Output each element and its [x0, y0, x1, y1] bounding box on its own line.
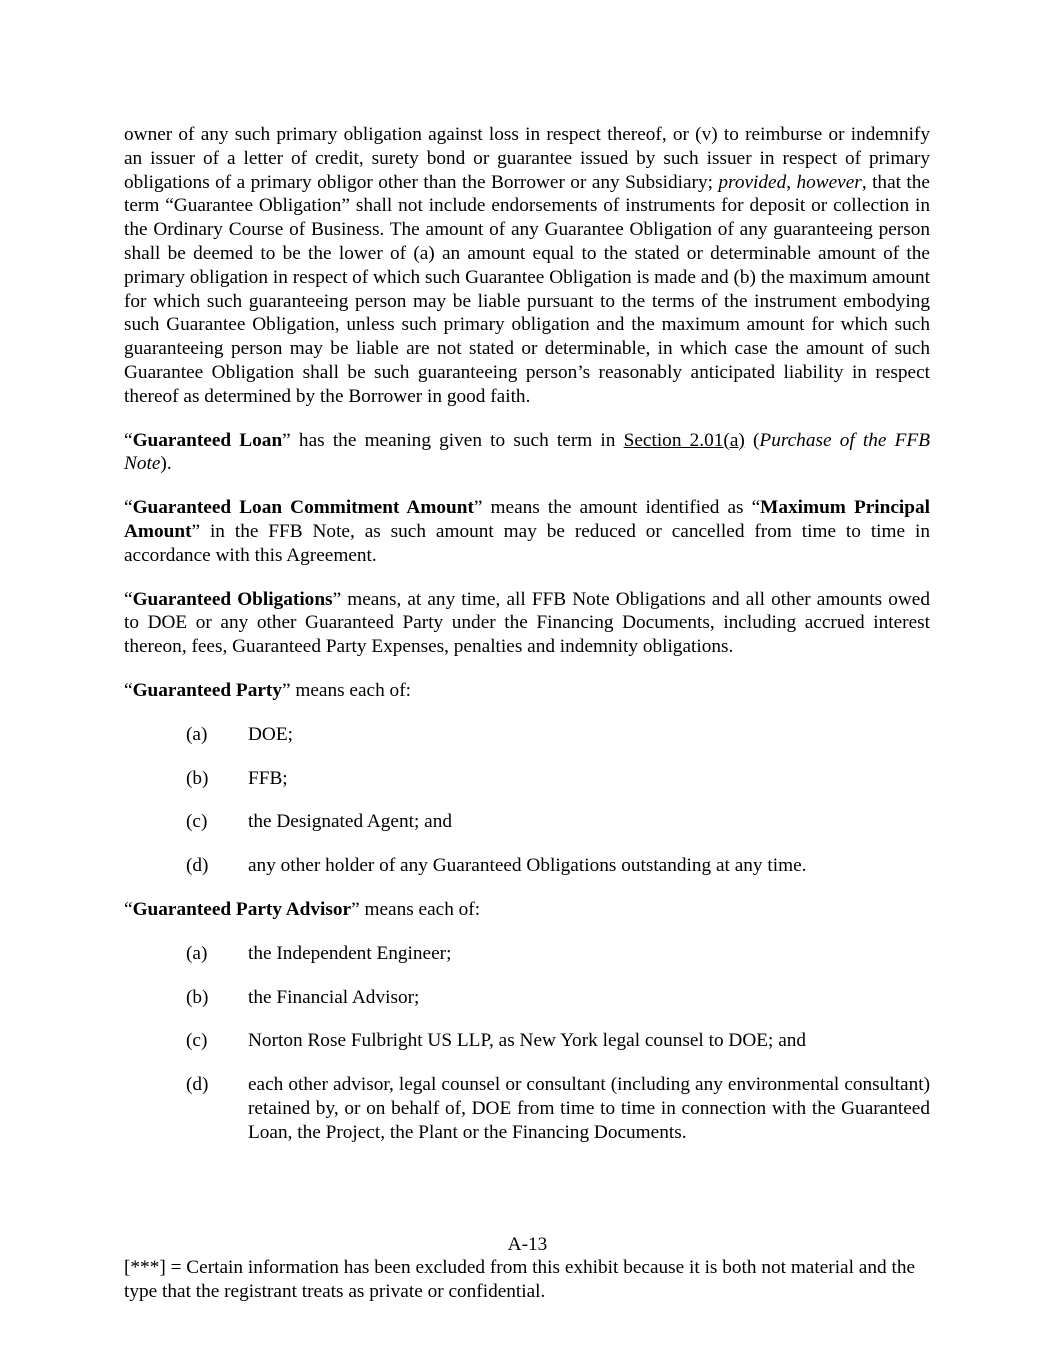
page-number: A-13: [507, 1234, 548, 1255]
definition-guaranteed-party-advisor: “Guaranteed Party Advisor” means each of:: [124, 898, 481, 920]
list-item-label: (b): [186, 986, 209, 1008]
definition-guaranteed-party: “Guaranteed Party” means each of:: [124, 679, 411, 701]
defined-term: Guaranteed Loan Commitment Amount: [132, 497, 474, 519]
definition-commitment-amount: “Guaranteed Loan Commitment Amount” means the amount identified as “Maximum Principal Amount” in the FFB Note, as such amount may be reduced or cancelled from time to time in accordance with this Agreement.: [124, 497, 930, 566]
list-item-label: (a): [186, 723, 208, 745]
list-item: [124, 942, 930, 966]
list-item: [124, 986, 930, 1010]
document-page: [124, 123, 930, 1145]
list-item: [124, 1073, 930, 1144]
list-item-text: the Financial Advisor;: [248, 986, 420, 1008]
list-item-label: (a): [186, 942, 208, 964]
list-item-label: (d): [186, 1074, 209, 1096]
list-item-label: (b): [186, 767, 209, 789]
defined-term: Guaranteed Obligations: [132, 588, 333, 610]
list-item-text: Norton Rose Fulbright US LLP, as New York legal counsel to DOE; and: [248, 1030, 807, 1052]
referenced-term: Maximum Principal Amount: [124, 497, 930, 542]
list-item: [124, 854, 930, 878]
list-item-text: DOE;: [248, 723, 293, 745]
list-item: [124, 767, 930, 791]
list-item: [124, 723, 930, 747]
list-item-text: any other holder of any Guaranteed Obligations outstanding at any time.: [248, 855, 807, 877]
footer-note: [***] = Certain information has been excluded from this exhibit because it is both not material and the type that the registrant treats as private or confidential.: [124, 1257, 916, 1302]
list-item-text: the Independent Engineer;: [248, 942, 452, 964]
list-item-label: (c): [186, 811, 208, 833]
list-item: [124, 810, 930, 834]
defined-term: Guaranteed Party: [132, 679, 282, 701]
list-item-text: each other advisor, legal counsel or consultant (including any environmental consultant) retained by, or on behalf of, DOE from time to time in connection with the Guaranteed Loan, the Project, the Plant or the Financing Documents.: [248, 1074, 930, 1143]
list-item: [124, 1029, 930, 1053]
defined-term: Guaranteed Loan: [132, 429, 283, 451]
intro-paragraph: owner of any such primary obligation against loss in respect thereof, or (v) to reimburse or indemnify an issuer of a letter of credit, surety bond or guarantee issued by such issuer in respect of primary obligations of a primary obligor other than the Borrower or any Subsidiary; provided, however, that the term “Guarantee Obligation” shall not include endorsements of instruments for deposit or collection in the Ordinary Course of Business. The amount of any Guarantee Obligation of any guaranteeing person shall be deemed to be the lower of (a) an amount equal to the stated or determinable amount of the primary obligation in respect of which such Guarantee Obligation is made and (b) the maximum amount for which such guaranteeing person may be liable pursuant to the terms of the instrument embodying such Guarantee Obligation, unless such primary obligation and the maximum amount for which such guaranteeing person may be liable are not stated or determinable, in which case the amount of such Guarantee Obligation shall be such guaranteeing person’s reasonably anticipated liability in respect thereof as determined by the Borrower in good faith.: [124, 124, 930, 407]
list-item-label: (d): [186, 855, 209, 877]
definition-guaranteed-loan: “Guaranteed Loan” has the meaning given to such term in Section 2.01(a) (Purchase of the FFB Note).: [124, 429, 930, 475]
defined-term: Guaranteed Party Advisor: [132, 898, 352, 920]
definition-guaranteed-obligations: “Guaranteed Obligations” means, at any time, all FFB Note Obligations and all other amounts owed to DOE or any other Guaranteed Party under the Financing Documents, including accrued interest thereon, fees, Guaranteed Party Expenses, penalties and indemnity obligations.: [124, 588, 930, 658]
section-reference: Section 2.01(a): [623, 429, 745, 451]
list-item-label: (c): [186, 1030, 208, 1052]
list-item-text: FFB;: [248, 767, 288, 789]
list-item-text: the Designated Agent; and: [248, 811, 453, 833]
